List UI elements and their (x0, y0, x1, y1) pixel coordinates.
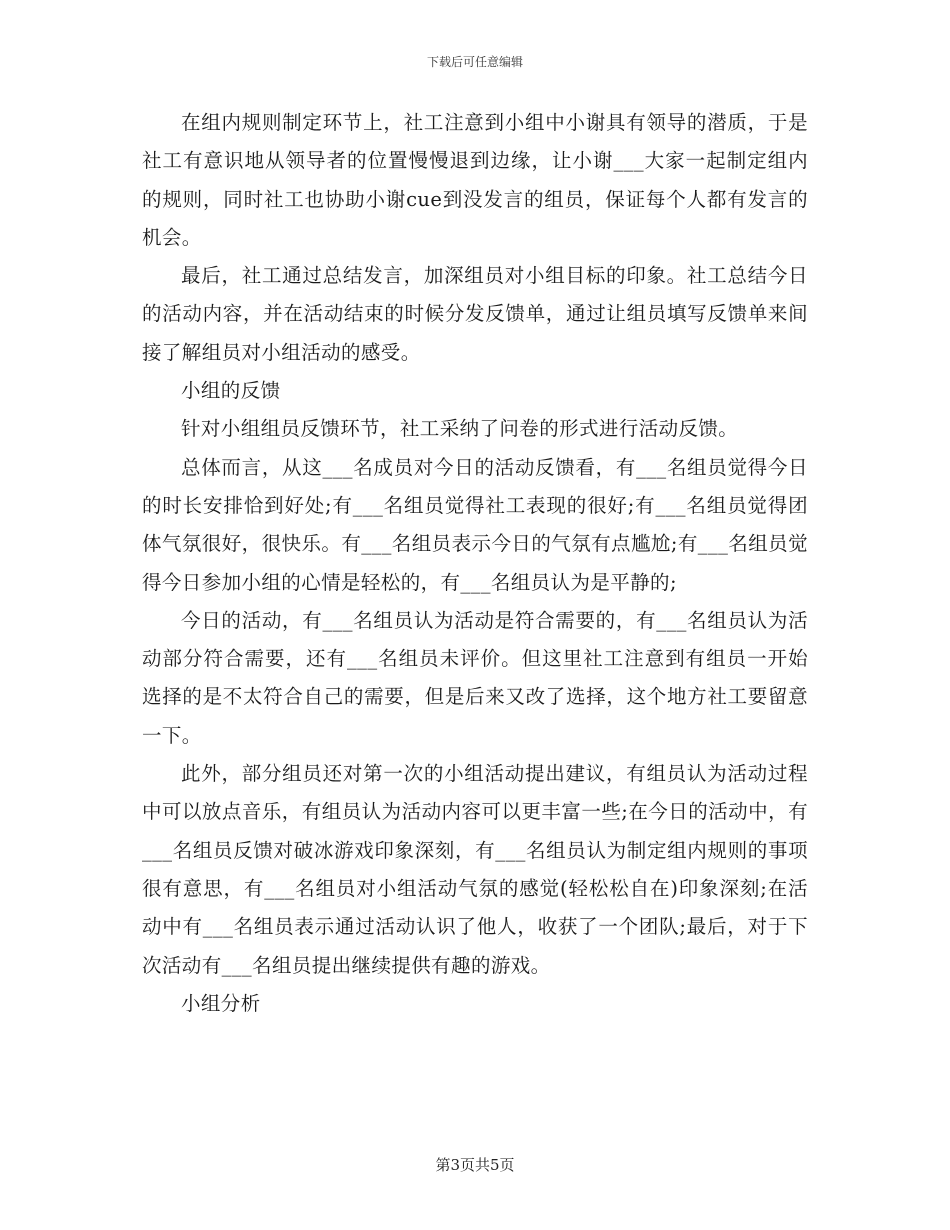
page-footer: 第3页共5页 (435, 1156, 515, 1174)
paragraph-feedback-method: 针对小组组员反馈环节，社工采纳了问卷的形式进行活动反馈。 (181, 417, 739, 441)
section-heading-feedback: 小组的反馈 (181, 379, 281, 403)
document-body (142, 104, 808, 1023)
paragraph-overall-feedback: 总体而言，从这___名成员对今日的活动反馈看，有___名组员觉得今日的时长安排恰到好处;有___名组员觉得社工表现的很好;有___名组员觉得团体气氛很好，很快乐。有___名组员表示今日的气氛有点尴尬;有___名组员觉得今日参加小组的心情是轻松的，有___名组员认为是平静的; (142, 455, 808, 594)
section-heading-analysis: 小组分析 (181, 991, 261, 1015)
page-header: 下载后可任意编辑 (426, 55, 523, 69)
paragraph-activity-needs: 今日的活动，有___名组员认为活动是符合需要的，有___名组员认为活动部分符合需要，还有___名组员未评价。但这里社工注意到有组员一开始选择的是不太符合自己的需要，但是后来又改了选择，这个地方社工要留意一下。 (142, 608, 808, 747)
paragraph-summary: 最后，社工通过总结发言，加深组员对小组目标的印象。社工总结今日的活动内容，并在活动结束的时候分发反馈单，通过让组员填写反馈单来间接了解组员对小组活动的感受。 (142, 264, 808, 364)
paragraph-rules: 在组内规则制定环节上，社工注意到小组中小谢具有领导的潜质，于是社工有意识地从领导者的位置慢慢退到边缘，让小谢___大家一起制定组内的规则，同时社工也协助小谢cue到没发言的组员，保证每个人都有发言的机会。 (142, 111, 808, 249)
paragraph-suggestions: 此外，部分组员还对第一次的小组活动提出建议，有组员认为活动过程中可以放点音乐，有组员认为活动内容可以更丰富一些;在今日的活动中，有___名组员反馈对破冰游戏印象深刻，有___名组员认为制定组内规则的事项很有意思，有___名组员对小组活动气氛的感觉(轻松松自在)印象深刻;在活动中有___名组员表示通过活动认识了他人，收获了一个团队;最后，对于下次活动有___名组员提出继续提供有趣的游戏。 (142, 762, 808, 977)
